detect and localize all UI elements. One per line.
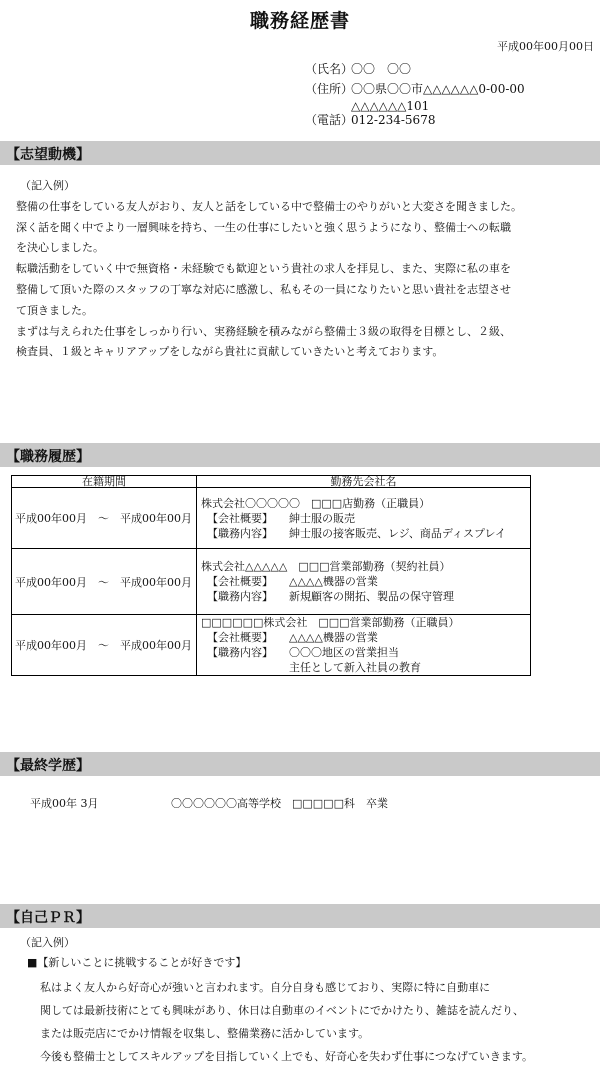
table-row — [12, 615, 531, 676]
motivation-note: （記入例） — [20, 179, 75, 192]
overview-label: 【会社概要】 — [207, 511, 273, 525]
career-period: 平成00年00月 ～ 平成00年00月 — [12, 549, 197, 615]
profile-name — [305, 61, 411, 78]
overview-label: 【会社概要】 — [207, 575, 273, 588]
duties-label: 【職務内容】 — [207, 646, 273, 659]
section-header-motivation — [0, 141, 600, 165]
column-header-company: 勤務先会社名 — [197, 476, 531, 488]
motivation-line: 整備して頂いた際のスタッフの丁寧な対応に感激し、私もその一員になりたいと思い貴社を志望させ — [16, 282, 511, 296]
profile-phone-label: （電話） — [305, 113, 354, 127]
document-date: 平成00年00月00日 — [497, 40, 594, 53]
overview-label: 【会社概要】 — [207, 631, 273, 644]
motivation-line: まずは与えられた仕事をしっかり行い、実務経験を積みながら整備士３級の取得を目標とし、２級、 — [16, 324, 511, 338]
bullet-square-icon: ■ — [27, 956, 38, 969]
section-title-self-pr: 【自己ＰＲ】 — [6, 910, 90, 926]
overview-value: △△△△機器の営業 — [289, 631, 378, 644]
profile-name-label: （氏名） — [305, 62, 354, 76]
duties-label: 【職務内容】 — [207, 590, 273, 603]
section-title-education: 【最終学歴】 — [6, 758, 90, 774]
self-pr-line: または販売店にでかけ情報を収集し、整備業務に活かしています。 — [40, 1027, 370, 1040]
motivation-line: 転職活動をしていく中で無資格・未経験でも歓迎という貴社の求人を拝見し、また、実際に私の車を — [16, 262, 511, 276]
overview-value: △△△△機器の営業 — [289, 575, 378, 588]
self-pr-body — [40, 976, 533, 1068]
career-detail — [197, 488, 531, 549]
career-period: 平成00年00月 ～ 平成00年00月 — [12, 615, 197, 676]
duties-value: 新規顧客の開拓、製品の保守管理 — [289, 590, 454, 603]
profile-address — [305, 81, 525, 115]
career-detail — [197, 615, 531, 676]
section-header-career — [0, 443, 600, 467]
motivation-line: て頂きました。 — [16, 303, 93, 317]
career-table — [11, 475, 531, 676]
self-pr-subtitle-row — [27, 954, 246, 970]
career-company: 株式会社〇〇〇〇〇 □□□店勤務（正職員） — [201, 496, 431, 510]
section-header-education — [0, 752, 600, 776]
profile-address-line1: 〇〇県〇〇市△△△△△△0-00-00 — [351, 82, 525, 96]
self-pr-line: 関しては最新技術にとても興味があり、休日は自動車のイベントにでかけたり、雑誌を読んだり、 — [40, 1004, 524, 1017]
document-title: 職務経歴書 — [249, 10, 350, 32]
self-pr-subtitle: 【新しいことに挑戦することが好きです】 — [37, 956, 247, 969]
section-header-self-pr — [0, 904, 600, 928]
motivation-line: 深く話を聞く中でより一層興味を持ち、一生の仕事にしたいと強く思うようになり、整備士への転職 — [16, 220, 511, 234]
duties-value: 紳士服の接客販売、レジ、商品ディスプレイ — [289, 526, 506, 540]
motivation-body — [16, 176, 588, 363]
duties-label: 【職務内容】 — [207, 526, 273, 540]
overview-value: 紳士服の販売 — [289, 511, 355, 525]
career-period: 平成00年00月 ～ 平成00年00月 — [12, 488, 197, 549]
profile-address-line2: △△△△△△101 — [351, 99, 430, 113]
duties-value: 〇〇〇地区の営業担当 — [289, 646, 399, 659]
career-detail — [197, 549, 531, 615]
education-school: 〇〇〇〇〇〇高等学校 □□□□□科 卒業 — [171, 797, 388, 810]
profile-name-value: 〇〇 〇〇 — [351, 62, 412, 76]
table-row — [12, 488, 531, 549]
self-pr-note: （記入例） — [20, 936, 75, 949]
table-row — [12, 549, 531, 615]
profile-address-label: （住所） — [305, 82, 354, 96]
profile-phone — [305, 112, 435, 129]
motivation-line: を決心しました。 — [16, 241, 104, 255]
profile-phone-value: 012-234-5678 — [351, 113, 436, 127]
motivation-line: 検査員、１級とキャリアアップをしながら貴社に貢献していきたいと考えております。 — [16, 345, 444, 359]
motivation-line: 整備の仕事をしている友人がおり、友人と話をしている中で整備士のやりがいと大変さを聞きました。 — [16, 199, 522, 213]
section-title-motivation: 【志望動機】 — [6, 147, 90, 163]
column-header-period: 在籍期間 — [12, 476, 197, 488]
self-pr-line: 私はよく友人から好奇心が強いと言われます。自分自身も感じており、実際に特に自動車に — [40, 981, 491, 994]
self-pr-line: 今後も整備士としてスキルアップを目指していく上でも、好奇心を失わず仕事につなげていきます。 — [40, 1050, 534, 1063]
career-company: □□□□□□株式会社 □□□営業部勤務（正職員） — [201, 616, 460, 629]
career-table-header — [12, 476, 531, 488]
duties-value-continued: 主任として新入社員の教育 — [289, 661, 421, 674]
education-date: 平成00年 3月 — [30, 797, 99, 810]
section-title-career: 【職務履歴】 — [6, 449, 90, 465]
career-company: 株式会社△△△△△ □□□営業部勤務（契約社員） — [201, 560, 451, 573]
